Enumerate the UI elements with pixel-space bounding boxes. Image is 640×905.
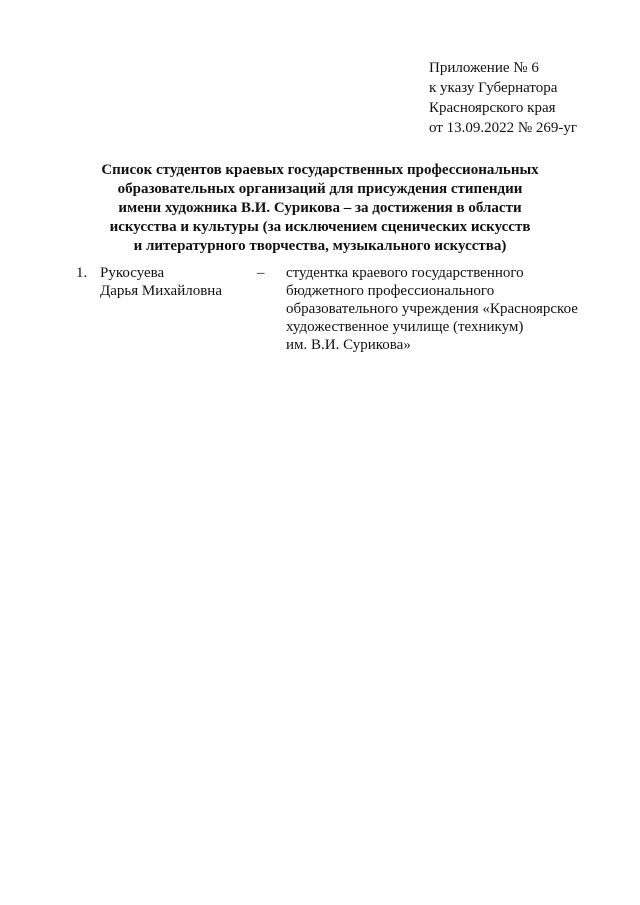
document-title: [60, 161, 580, 256]
title-line: Список студентов краевых государственных профессиональных: [101, 162, 539, 178]
appendix-header: [429, 58, 619, 138]
description-line: художественное училище (техникум): [286, 319, 524, 335]
appendix-line-date: от 13.09.2022 № 269-уг: [429, 120, 578, 136]
title-line: и литературного творчества, музыкального искусства): [133, 238, 507, 254]
entry-number: 1.: [76, 265, 88, 281]
description-line: бюджетного профессионального: [286, 283, 495, 299]
title-line: образовательных организаций для присуждения стипендии: [117, 181, 523, 197]
student-description: [286, 264, 616, 354]
appendix-line-number: Приложение № 6: [429, 60, 539, 76]
title-line: имени художника В.И. Сурикова – за достижения в области: [118, 200, 522, 216]
student-surname: Рукосуева: [100, 265, 165, 281]
student-name: [100, 264, 260, 300]
description-line: студентка краевого государственного: [286, 265, 524, 281]
description-line: образовательного учреждения «Красноярское: [286, 301, 578, 317]
student-given-names: Дарья Михайловна: [100, 283, 222, 299]
title-line: искусства и культуры (за исключением сценических искусств: [109, 219, 531, 235]
entry-dash: –: [257, 265, 265, 281]
description-line: им. В.И. Сурикова»: [286, 337, 411, 353]
appendix-line-region: Красноярского края: [429, 100, 556, 116]
appendix-line-decree: к указу Губернатора: [429, 80, 558, 96]
